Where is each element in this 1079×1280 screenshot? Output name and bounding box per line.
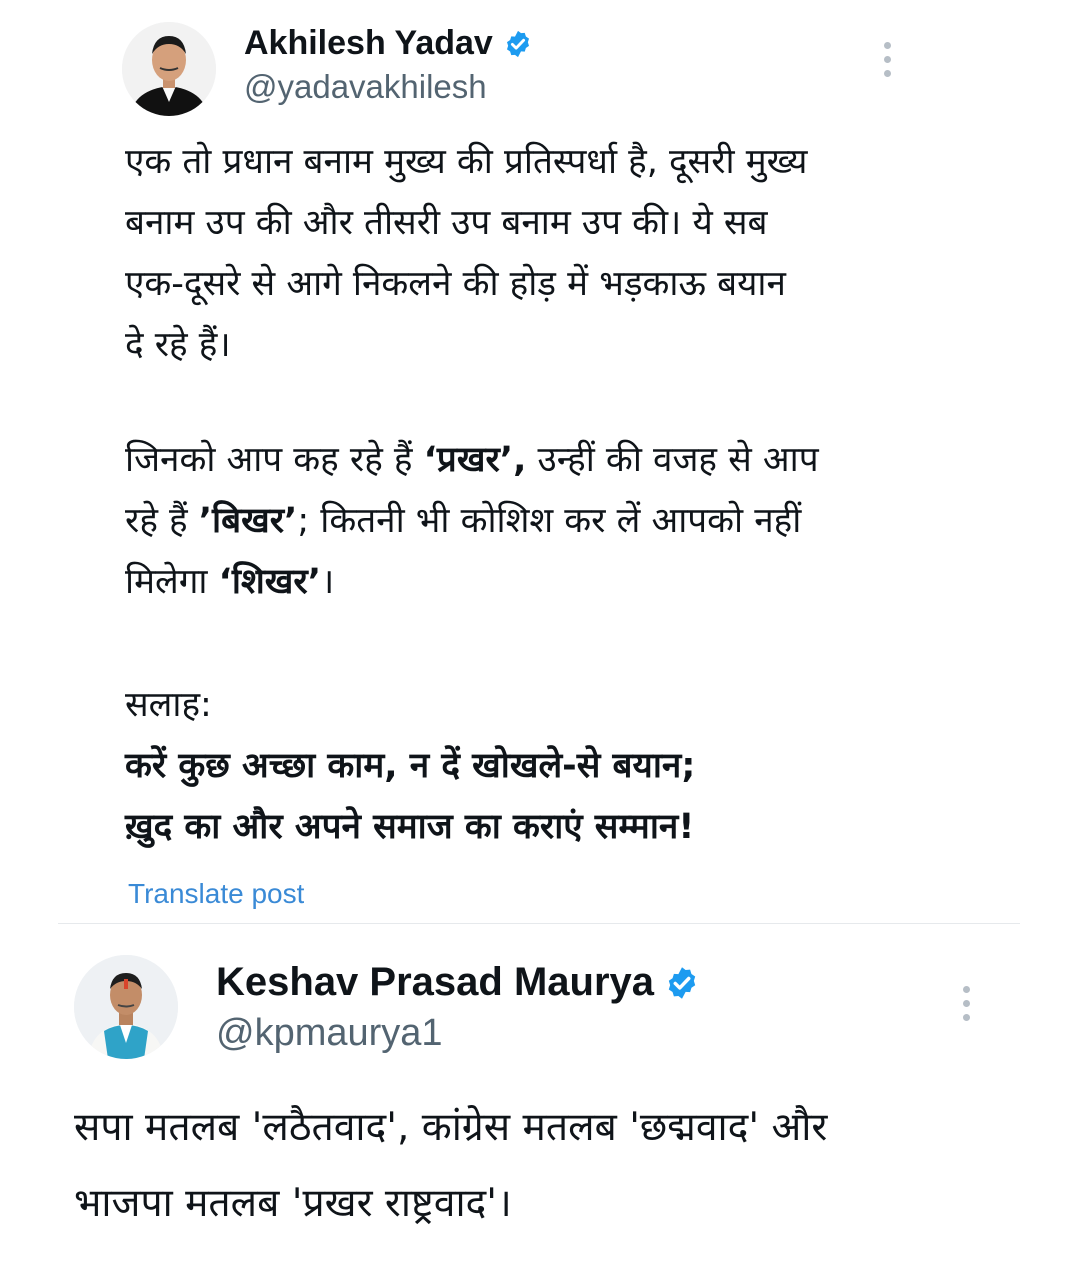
tweet-paragraph — [74, 1090, 1054, 1242]
translate-post-link[interactable]: Translate post — [128, 878, 305, 909]
verified-badge-icon — [503, 29, 533, 59]
avatar-photo — [74, 955, 178, 1059]
avatar[interactable] — [74, 955, 178, 1059]
text-segment: उन्हीं की वजह से आप — [526, 440, 819, 480]
author-handle[interactable]: @kpmaurya1 — [216, 1012, 443, 1054]
text-segment: । — [321, 562, 335, 602]
author-name[interactable]: Akhilesh Yadav — [244, 24, 493, 62]
verified-badge-icon — [664, 965, 700, 1001]
bold-word: ‘शिखर’ — [218, 562, 322, 602]
text-line: एक-दूसरे से आगे निकलने की होड़ में भड़काऊ बयान — [125, 264, 786, 304]
tweet-paragraph — [125, 132, 985, 376]
advice-line: ख़ुद का और अपने समाज का कराएं सम्मान! — [125, 807, 695, 847]
tweet-keshav — [0, 930, 1079, 1280]
avatar-photo — [122, 22, 216, 116]
text-segment: मिलेगा — [125, 562, 219, 602]
author-row — [244, 24, 533, 63]
text-line: एक तो प्रधान बनाम मुख्य की प्रतिस्पर्धा है, दूसरी मुख्य — [125, 142, 808, 182]
more-vertical-icon[interactable] — [882, 42, 892, 77]
tweet-paragraph — [125, 675, 985, 858]
author-handle[interactable]: @yadavakhilesh — [244, 68, 487, 105]
text-line — [125, 552, 985, 613]
bold-word: ‘प्रखर’, — [423, 440, 527, 480]
divider — [58, 923, 1020, 924]
avatar[interactable] — [122, 22, 216, 116]
text-line: बनाम उप की और तीसरी उप बनाम उप की। ये सब — [125, 203, 768, 243]
text-line: दे रहे हैं। — [125, 325, 231, 365]
text-segment: रहे हैं — [125, 501, 199, 541]
tweet-paragraph — [125, 430, 985, 613]
text-line — [125, 430, 985, 491]
author-row — [216, 960, 700, 1005]
text-line — [125, 491, 985, 552]
advice-line: करें कुछ अच्छा काम, न दें खोखले-से बयान; — [125, 746, 696, 786]
author-name[interactable]: Keshav Prasad Maurya — [216, 960, 655, 1004]
text-line: सपा मतलब 'लठैतवाद', कांग्रेस मतलब 'छद्मवाद' और — [74, 1105, 828, 1150]
bold-word: ’बिखर’ — [198, 501, 298, 541]
text-segment: जिनको आप कह रहे हैं — [125, 440, 424, 480]
advice-label: सलाह: — [125, 685, 212, 725]
text-segment: ; कितनी भी कोशिश कर लें आपको नहीं — [297, 501, 802, 541]
text-line: भाजपा मतलब 'प्रखर राष्ट्रवाद'। — [74, 1181, 512, 1226]
more-vertical-icon[interactable] — [961, 986, 971, 1021]
